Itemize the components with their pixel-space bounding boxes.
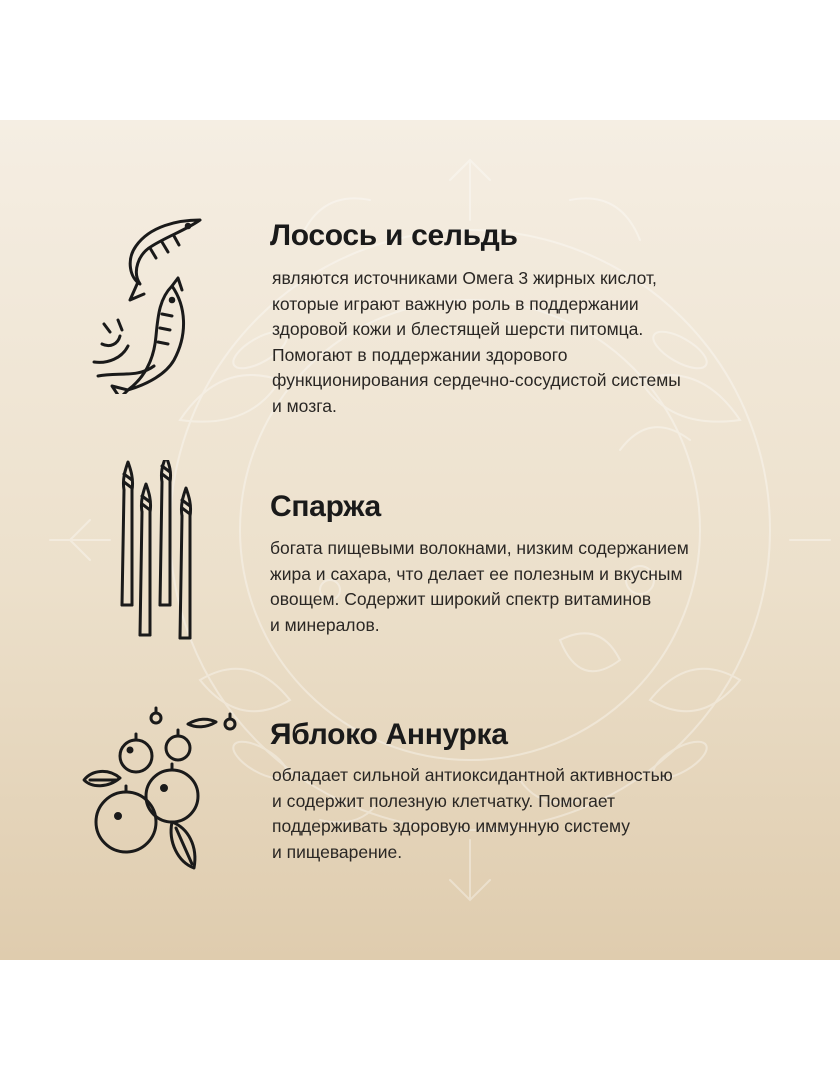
section-title: Спаржа	[270, 490, 381, 523]
section-salmon-herring	[0, 120, 840, 420]
asparagus-icon	[110, 460, 210, 640]
section-description: богата пищевыми волокнами, низким содержанием жира и сахара, что делает ее полезным и вкусным овощем. Содержит широкий спектр витаминов и минералов.	[270, 538, 689, 635]
section-asparagus	[0, 440, 840, 660]
section-annurca-apple	[0, 690, 840, 890]
product-info-panel	[0, 120, 840, 960]
apples-icon	[80, 704, 240, 874]
section-description: обладает сильной антиоксидантной активностью и содержит полезную клетчатку. Помогает поддерживать здоровую иммунную систему и пищеварение.	[272, 765, 673, 862]
section-title: Яблоко Аннурка	[270, 718, 508, 751]
fish-icon	[88, 214, 208, 394]
section-title: Лосось и сельдь	[270, 219, 518, 252]
section-description: являются источниками Омега 3 жирных кислот, которые играют важную роль в поддержании здоровой кожи и блестящей шерсти питомца. Помогают в поддержании здорового функционирования сердечно-сосудистой системы и мозга.	[272, 268, 681, 416]
